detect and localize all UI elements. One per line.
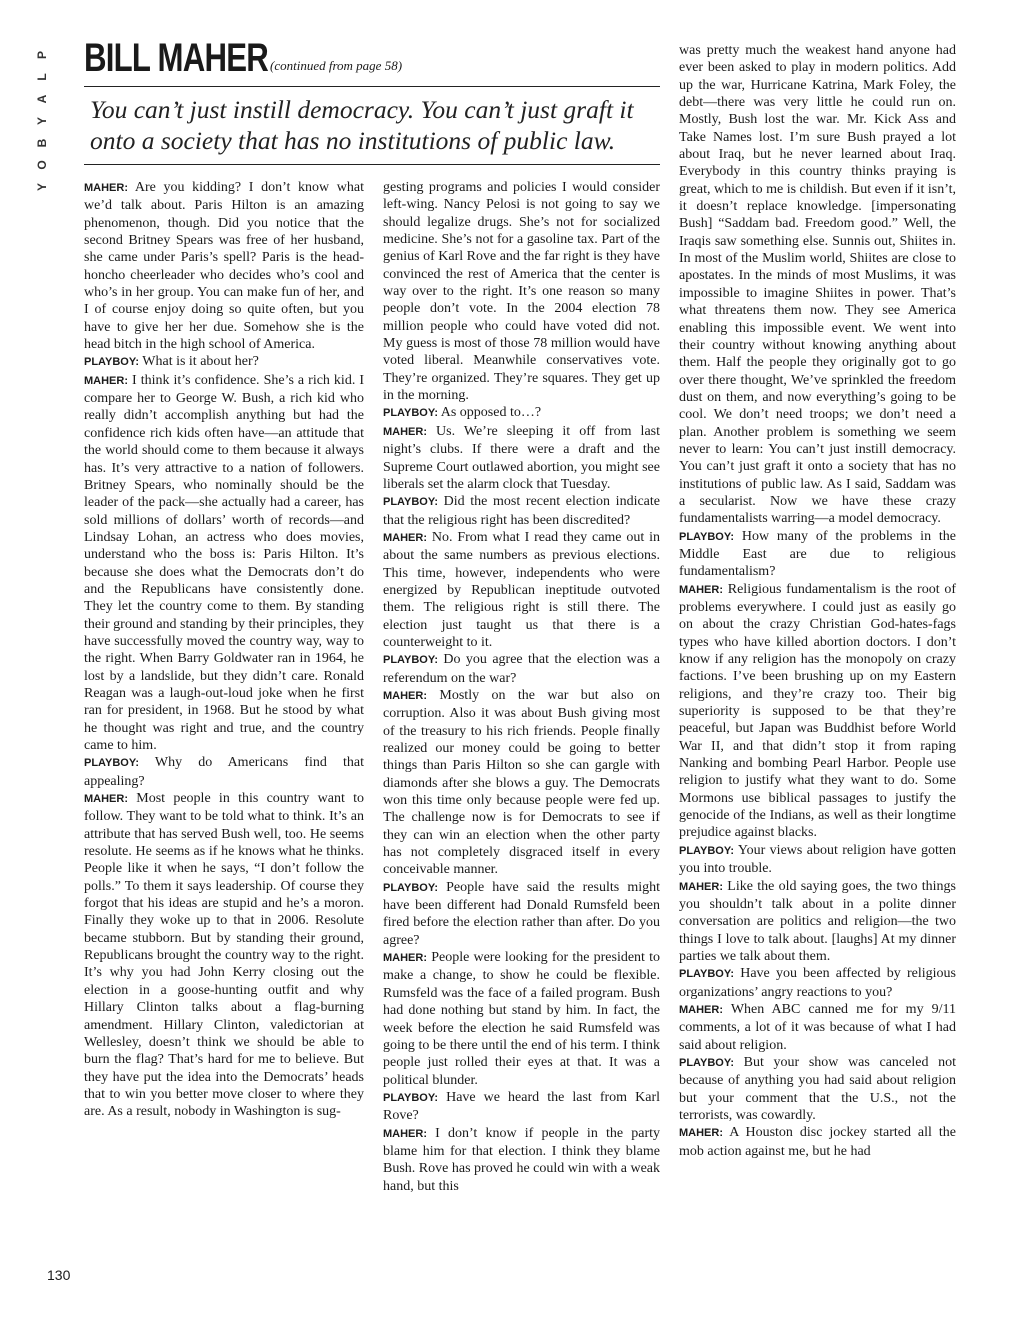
speaker-label: MAHER: xyxy=(383,952,427,965)
paragraph-text: When ABC canned me for my 9/11 comments, a lot of it was because of what I had said about religion. xyxy=(679,1001,957,1053)
interview-paragraph xyxy=(383,1125,660,1195)
interview-paragraph xyxy=(679,842,956,878)
paragraph-text: I think it’s confidence. She’s a rich kid. I compare her to George W. Bush, a rich kid who really didn’t accomplish anything but had the confidence rich kids often have—an attitude that the world should come to them because it always has. It’s very attractive to a nation of followers. Britney Spears, who nominally should be the leader of the pack—she actually had a career, has sold millions of dollars’ worth of records—and Lindsay Lohan, an actress who does movies, understand who the boss is: Paris Hilton. It’s because she does what the Democrats don’t do and the Republicans have consistently done. They let the country come to them. By standing their ground and standing by their principles, they have successfully moved the country way, way to the right. When Barry Goldwater ran in 1964, he lost by a landslide, but they didn’t care. Ronald Reagan was a laugh-out-loud joke when he first ran for president, in 1968. But he stood by what he thought was right and true, and the country came to him. xyxy=(84,372,365,753)
speaker-label: PLAYBOY: xyxy=(679,844,735,857)
paragraph-text: Do you agree that the election was a referendum on the war? xyxy=(383,652,661,686)
speaker-label: PLAYBOY: xyxy=(84,356,140,369)
interview-paragraph xyxy=(679,528,956,581)
speaker-label: PLAYBOY: xyxy=(84,757,140,770)
speaker-label: PLAYBOY: xyxy=(383,654,439,667)
paragraph-text: How many of the problems in the Middle East are due to religious fundamentalism? xyxy=(679,528,956,580)
interview-paragraph xyxy=(383,949,660,1089)
speaker-label: MAHER: xyxy=(383,1127,427,1140)
paragraph-text: Us. We’re sleeping it off from last night’s clubs. If there were a draft and the Supreme Court outlawed abortion, you might see liberals set the alarm clock that Tuesday. xyxy=(383,423,661,492)
column-2 xyxy=(383,179,660,1195)
article-header xyxy=(84,34,660,155)
speaker-label: PLAYBOY: xyxy=(679,530,735,543)
interview-paragraph xyxy=(84,179,364,353)
interview-paragraph xyxy=(383,651,660,687)
paragraph-text: Have we heard the last from Karl Rove? xyxy=(383,1089,660,1124)
paragraph-text: Are you kidding? I don’t know what we’d talk about. Paris Hilton is an amazing phenomenon, though. Did you notice that the second Britney Spears was free of her husband, she came under Paris’s spell? Paris is the head-honcho cheerleader who decides who’s cool and who’s in her group. You can make fun of her, and I of course enjoy doing so quite often, but you have to give her her due. Somehow she is the head bitch in the high school of America. xyxy=(84,180,364,353)
magazine-letter: A xyxy=(35,94,49,104)
speaker-label: MAHER: xyxy=(679,583,723,596)
speaker-label: PLAYBOY: xyxy=(383,1091,439,1104)
paragraph-text: Like the old saying goes, the two things you shouldn’t talk about in a polite dinner conversation are politics and religion—the two things I love to talk about. [laughs] At my dinner parties we talk about them. xyxy=(679,878,956,964)
interview-paragraph xyxy=(679,42,956,528)
speaker-label: PLAYBOY: xyxy=(383,881,439,894)
paragraph-text: No. From what I read they came out in about the same numbers as previous elections. This time, however, independents who were energized by Republican ineptitude outvoted them. The religious right is still there. The election just taught us that there is a counterweight to it. xyxy=(383,529,661,650)
interview-paragraph xyxy=(679,878,956,966)
speaker-label: MAHER: xyxy=(84,182,128,194)
magazine-letter: Y xyxy=(35,117,49,126)
column-1 xyxy=(84,179,364,1121)
interview-paragraph xyxy=(679,581,956,842)
interview-paragraph xyxy=(383,423,660,493)
interview-paragraph xyxy=(84,353,364,371)
interview-paragraph xyxy=(679,1001,956,1054)
paragraph-text: Why do Americans find that appealing? xyxy=(84,755,364,789)
speaker-label: MAHER: xyxy=(84,374,128,387)
paragraph-text: As opposed to…? xyxy=(440,405,542,421)
interview-paragraph xyxy=(679,1054,956,1124)
interview-paragraph xyxy=(383,179,660,404)
speaker-label: PLAYBOY: xyxy=(679,968,735,981)
paragraph-text: Most people in this country want to follow. They want to be told what to think. It’s an attribute that has served Bush well, too. He seems resolute. He seems as if he knows what he thinks. People like it when he says, “I don’t follow the polls.” To them it says leadership. Of course they forgot that his ideas are stupid and he’s a moron. Finally they woke up to that in 2006. Resolute became stubborn. But by standing their ground, Republicans brought the country way to the right. It’s why you had John Kerry closing out the election in a goose-hunting outfit and why Hillary Clinton talks about a flag-burning amendment. Hillary Clinton, valedictorian at Wellesley, doesn’t think we should be able to burn the flag? That’s hard for me to believe. But they have put the idea into the Democrats’ heads that to win you better move closer to where they are. As a result, nobody in Washington is sug- xyxy=(84,791,365,1120)
paragraph-text: A Houston disc jockey started all the mob action against me, but he had xyxy=(679,1125,956,1159)
speaker-label: PLAYBOY: xyxy=(679,1056,735,1069)
magazine-letter: Y xyxy=(35,183,49,192)
magazine-letter: L xyxy=(35,73,49,81)
interview-paragraph xyxy=(383,687,660,879)
paragraph-text: People have said the results might have been different had Donald Rumsfeld been fired before the election rather than after. Do you agree? xyxy=(383,879,660,948)
speaker-label: MAHER: xyxy=(679,1003,723,1016)
magazine-letter: O xyxy=(35,160,49,170)
interview-paragraph xyxy=(679,1124,956,1160)
paragraph-text: Did the most recent election indicate that the religious right has been discredited? xyxy=(383,494,660,528)
header-rule-top xyxy=(84,86,660,87)
interview-paragraph xyxy=(84,754,364,790)
paragraph-text: Your views about religion have gotten you into trouble. xyxy=(679,842,957,877)
paragraph-text: I don’t know if people in the party blame him for that election. I think they blame Bush. Rove has proved he could win with a weak hand, but this xyxy=(383,1125,661,1194)
interview-paragraph xyxy=(679,965,956,1001)
speaker-label: PLAYBOY: xyxy=(383,407,439,420)
interview-paragraph xyxy=(84,372,364,755)
speaker-label: MAHER: xyxy=(679,880,723,893)
article-title: BILL MAHER xyxy=(84,36,269,80)
interview-paragraph xyxy=(84,790,364,1121)
continued-note: (continued from page 58) xyxy=(270,58,403,73)
magazine-letter: P xyxy=(35,51,49,60)
speaker-label: PLAYBOY: xyxy=(383,496,439,509)
column-3 xyxy=(679,42,956,1160)
interview-paragraph xyxy=(383,879,660,949)
magazine-letter: B xyxy=(35,138,49,148)
paragraph-text: Have you been affected by religious organizations’ angry reactions to you? xyxy=(679,966,956,1000)
speaker-label: MAHER: xyxy=(679,1127,723,1140)
playboy-vertical-label xyxy=(32,44,52,198)
pull-quote: You can’t just instill democracy. You can’t just graft it onto a society that has no institutions of public law. xyxy=(90,95,634,155)
speaker-label: MAHER: xyxy=(383,425,427,438)
paragraph-text: People were looking for the president to make a change, to show he could be flexible. Rumsfeld was the face of a failed program. Bush had done nothing but stand by him. In fact, the week before the election he said Rumsfeld was going to be there until the end of his term. I think people just rolled their eyes at that. It was a political blunder. xyxy=(383,950,661,1088)
paragraph-text: was pretty much the weakest hand anyone had ever been asked to play in modern politics. Add up the war, Hurricane Katrina, Mark Foley, the debt—there was very little he could run on. Mostly, Bush lost the war. Mr. Kick Ass and Take Names lost. I’m sure Bush prayed a lot about Iraq, but he never learned about Iraq. Everybody in this country thinks praying is great, which to me is childish. But even if it isn’t, it doesn’t replace knowledge. [impersonating Bush] “Saddam bad. Freedom good.” Well, the Iraqis saw something else. Sunnis out, Shiites in. In most of the Muslim world, Shiites are close to apostates. In the minds of most Muslims, it was impossible to imagine Shiites in power. That’s what threatens them now. They see America enabling this impossible event. We went into their country without knowing anything about them. Half the people they originally got to go over there thought, We’ve sprinkled the freedom dust on them, and now everything’s going to be cool. We don’t need troops; we don’t need a plan. Another problem is something we seem never to learn: You can’t just instill democracy. You can’t just graft it onto a society that has no institutions of public law. As I said, Saddam was a secularist. Now we have these crazy fundamentalists warring—a model democracy. xyxy=(679,43,956,527)
speaker-label: MAHER: xyxy=(84,793,128,806)
paragraph-text: Religious fundamentalism is the root of problems everywhere. I could just as easily go on about the crazy Christian God-hates-fags types who have killed abortion doctors. I don’t know if any religion has the monopoly on crazy factions. I’ve been brushing up on my Eastern religions, and they’re crazy too. Their big superiority is supposed to be that they’re peaceful, but Japan was Buddhist before World War II, and that didn’t stop it from raping Nanking and bombing Pearl Harbor. People use religion to justify what they want to do. Some Mormons use biblical passages to justify the genocide of the Indians, as well as their longtime prejudice against blacks. xyxy=(679,581,956,841)
speaker-label: MAHER: xyxy=(383,689,427,702)
paragraph-text: gesting programs and policies I would consider left-wing. Nancy Pelosi is not going to say we should legalize drugs. She’s not for socialized medicine. She’s not for a gasoline tax. Part of the genius of Karl Rove and the far right is they have convinced the rest of America that the center is way over to the right. It’s one reason so many people don’t vote. In the 2004 election 78 million people who could have voted did not. My guess is most of those 78 million would have voted liberal. Meanwhile conservatives vote. They’re organized. They’re squares. They get up in the morning. xyxy=(383,180,660,404)
interview-paragraph xyxy=(383,529,660,651)
page-number: 130 xyxy=(47,1267,71,1283)
paragraph-text: But your show was canceled not because of anything you had said about religion but your comment that the U.S., not the terrorists, was cowardly. xyxy=(679,1054,956,1123)
speaker-label: MAHER: xyxy=(383,531,427,544)
interview-paragraph xyxy=(383,1089,660,1125)
interview-paragraph xyxy=(383,404,660,422)
paragraph-text: What is it about her? xyxy=(142,354,259,370)
interview-paragraph xyxy=(383,493,660,529)
header-rule-bottom xyxy=(84,164,660,165)
paragraph-text: Mostly on the war but also on corruption. Also it was about Bush giving most of the treasury to his rich friends. People finally realized our money could be going to better things than Paris Hilton so she can gargle with diamonds after she blows a guy. The Democrats won this time only because people were fed up. The challenge now is for Democrats to see if they can win an election when the other party has not completely disgraced itself in every conceivable manner. xyxy=(383,687,660,878)
